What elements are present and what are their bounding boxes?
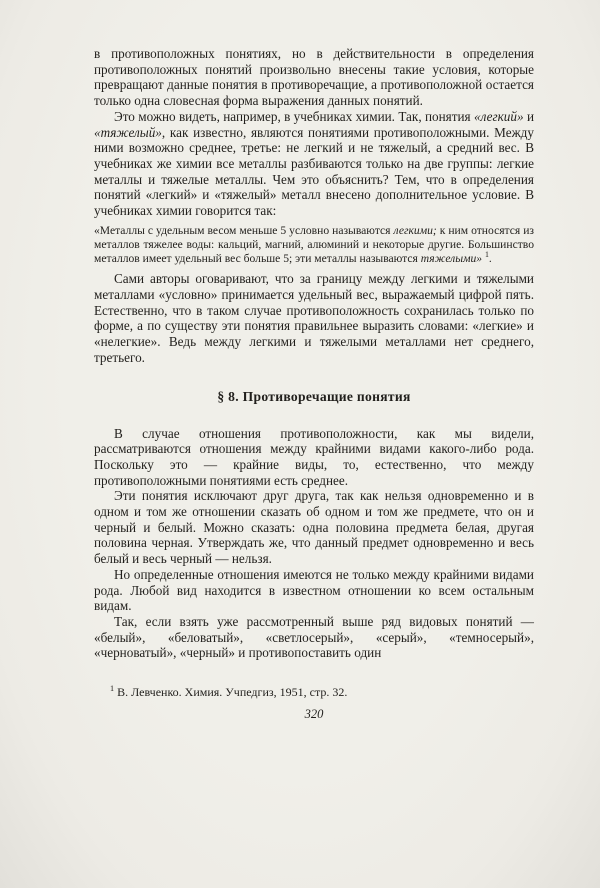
paragraph-chemistry-example: Это можно видеть, например, в учебниках химии. Так, понятия «легкий» и «тяжелый», как известно, являются понятиями противоположными. Между ними возможно среднее, третье: не легкий и не тяжелый, а средний вес. В учебниках же химии все металлы разбиваются только на две группы: легкие металлы и тяжелые металлы. Чем это объяснить? Тем, что в определения понятий «легкий» и «тяжелый» металл внесено дополнительное условие. В учебниках химии говорится так: — [94, 108, 534, 219]
paragraph-continuation: в противоположных понятиях, но в действительности в определения противоположных понятий произвольно внесены такие условия, которые превращают данные понятия в противоречащие, а противоположной остается только одна словесная форма выражения данных понятий. — [94, 46, 534, 109]
text-block — [94, 46, 534, 722]
section-heading: § 8. Противоречащие понятия — [217, 388, 411, 404]
blockquote-metals-definition: «Металлы с удельным весом меньше 5 условно называются легкими; к ним относятся из металлов тяжелее воды: кальций, магний, алюминий и некоторые другие. Большинство металлов имеет удельный вес больше 5; эти металлы называются тяжелыми» $^1$. — [94, 223, 534, 266]
paragraph-opposition-relation: В случае отношения противоположности, как мы видели, рассматриваются отношения между крайними видами какого-либо рода. Поскольку это — крайние виды, то, естественно, что между противоположными понятиями есть среднее. — [94, 425, 534, 488]
paragraph-mutual-exclusion: Эти понятия исключают друг друга, так как нельзя одновременно и в одном и том же отношении сказать об одном и том же предмете, что он и черный и белый. Можно сказать: одна половина предмета белая, другая половина черная. Утверждать же, что данный предмет одновременно и весь белый и весь черный — нельзя. — [94, 488, 534, 567]
paragraph-color-series: Так, если взять уже рассмотренный выше ряд видовых понятий — «белый», «беловатый», «светлосерый», «серый», «темносерый», «черноватый», «черный» и противопоставить один — [94, 614, 534, 661]
paragraph-authors-note: Сами авторы оговаривают, что за границу между легкими и тяжелыми металлами «условно» принимается удельный вес, выражаемый цифрой пять. Естественно, что в таком случае противоположность сохранилась только по форме, а по существу эти понятия правильнее выразить словами: «легкие» и «нелегкие». Ведь между легкими и тяжелыми металлами нет среднего, третьего. — [94, 271, 534, 365]
paragraph-other-relations: Но определенные отношения имеются не только между крайними видами рода. Любой вид находится в известном отношении ко всем остальным видам. — [94, 566, 534, 614]
page-number: 320 — [304, 706, 324, 721]
footnote: $^1$ В. Левченко. Химия. Учпедгиз, 1951, стр. 32. — [110, 684, 348, 700]
